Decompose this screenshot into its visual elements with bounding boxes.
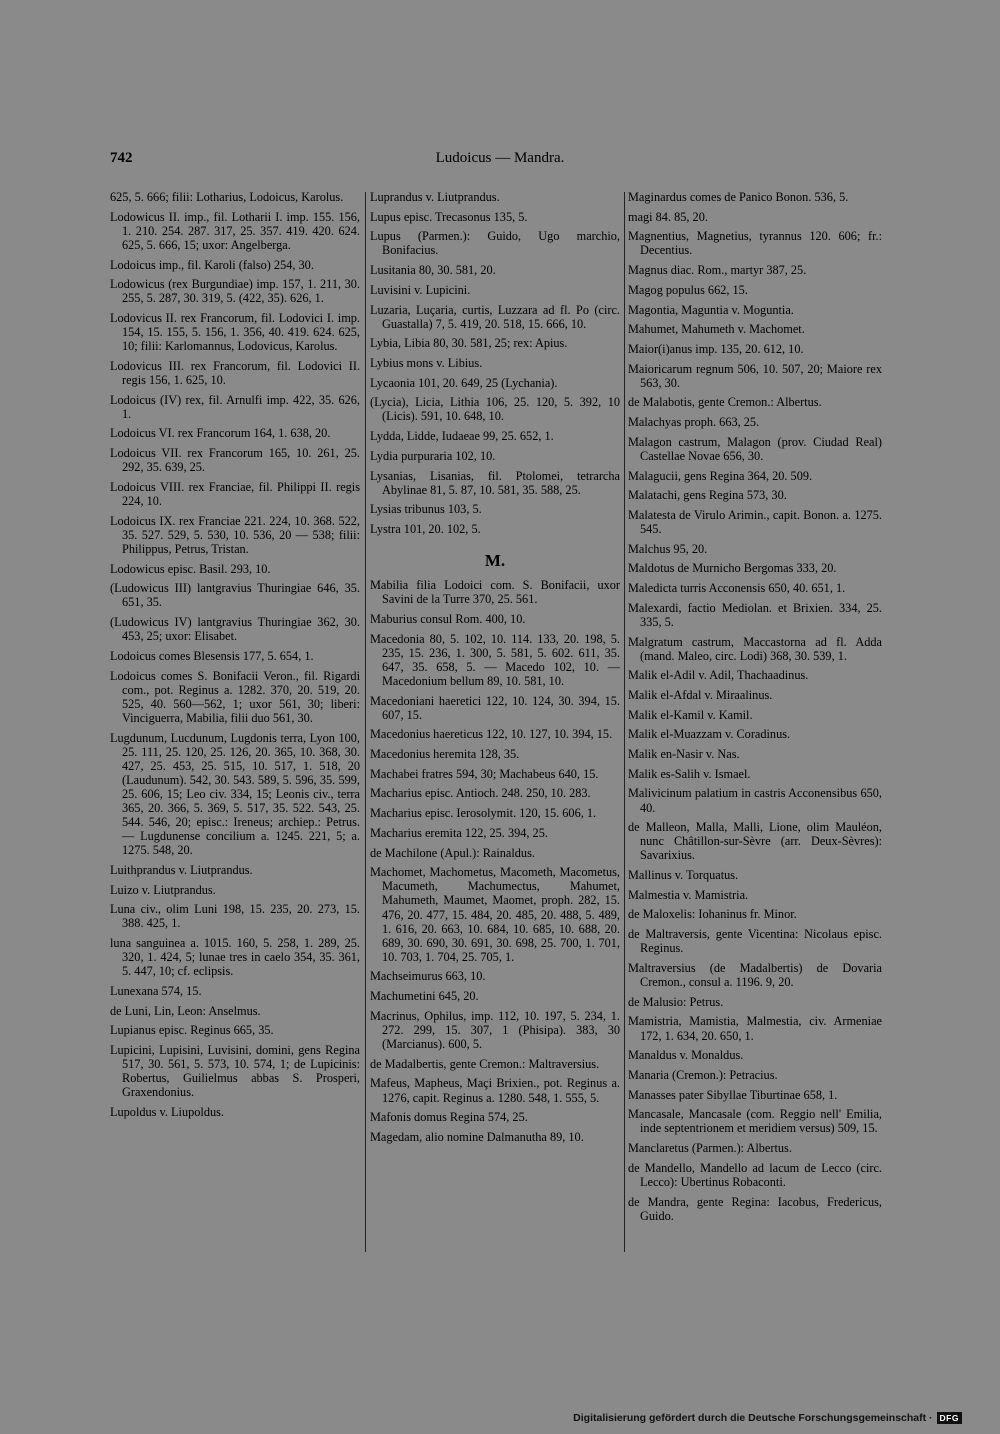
index-entry: Lugdunum, Lucdunum, Lugdonis terra, Lyon 100, 25. 111, 25. 120, 25. 126, 20. 365, 10. 368, 30. 427, 25. 453, 25. 515, 10. 517, 1. 518, 20 (Laudunum). 542, 30. 543. 589, 5. 596, 35. 599, 25. 606, 15; Leo civ. 334, 15; Leonis civ., terra 365, 20. 366, 5. 369, 5. 517, 35. 522. 543, 25. 544. 546, 20; episc.: Ireneus; archiep.: Petrus. — Lugdunense concilium a. 1245. 221, 5; a. 1275. 548, 20. <box>110 730 360 858</box>
index-entry: Maledicta turris Acconensis 650, 40. 651, 1. <box>628 581 846 596</box>
index-entry: de Mandra, gente Regina: Iacobus, Fredericus, Guido. <box>628 1194 882 1223</box>
index-entries <box>370 190 620 536</box>
index-entry: Malmestia v. Mamistria. <box>628 887 749 902</box>
index-entry: Lodowicus (rex Burgundiae) imp. 157, 1. 211, 30. 255, 5. 287, 30. 319, 5. (422, 35). 626, 1. <box>110 277 360 306</box>
index-entry: Malik en-Nasir v. Nas. <box>628 747 740 762</box>
index-entry: Manaldus v. Monaldus. <box>628 1048 744 1063</box>
index-entry: Magnus diac. Rom., martyr 387, 25. <box>628 263 807 278</box>
index-entry: Mafonis domus Regina 574, 25. <box>370 1110 528 1125</box>
index-entry: Macharius episc. Antioch. 248. 250, 10. 283. <box>370 786 591 801</box>
index-entry: magi 84. 85, 20. <box>628 209 708 224</box>
index-entry: Manclaretus (Parmen.): Albertus. <box>628 1141 792 1156</box>
index-entry: Maldotus de Murnicho Bergomas 333, 20. <box>628 561 837 576</box>
index-entry: Lupicini, Lupisini, Luvisini, domini, gens Regina 517, 30. 561, 5. 573, 10. 574, 1; de Lupicinis: Robertus, Guilielmus abbas S. Prosperi, Graxendonius. <box>110 1043 360 1100</box>
index-entry: Lupianus episc. Reginus 665, 35. <box>110 1023 274 1038</box>
index-entry: Macedonius heremita 128, 35. <box>370 747 520 762</box>
index-entry: de Madalbertis, gente Cremon.: Maltraversius. <box>370 1056 600 1071</box>
index-entry: Maltraversius (de Madalbertis) de Dovaria Cremon., consul a. 1196. 9, 20. <box>628 960 882 990</box>
index-entry: Malik el-Muazzam v. Coradinus. <box>628 727 791 742</box>
index-column-3 <box>628 190 882 1228</box>
index-entry: Lupoldus v. Liupoldus. <box>110 1105 224 1119</box>
index-entry: Malexardi, factio Mediolan. et Brixien. 334, 25. 335, 5. <box>628 600 882 629</box>
index-entry: Mancasale, Mancasale (com. Reggio nell' Emilia, inde septentrionem et meridiem versus) 509, 15. <box>628 1107 882 1136</box>
index-entry: Lodovicus III. rex Francorum, fil. Lodovici II. regis 156, 1. 625, 10. <box>110 358 360 387</box>
column-divider <box>624 192 625 1252</box>
index-entry: Lunexana 574, 15. <box>110 983 202 998</box>
dfg-logo: DFG <box>937 1412 962 1424</box>
index-entry: Malachyas proph. 663, 25. <box>628 415 760 430</box>
index-entry: Luithprandus v. Liutprandus. <box>110 862 253 877</box>
index-entry: Malchus 95, 20. <box>628 541 708 556</box>
index-entry: Malivicinum palatium in castris Acconensibus 650, 40. <box>628 786 882 815</box>
index-entry: Luzaria, Luçaria, curtis, Luzzara ad fl. Po (circ. Guastalla) 7, 5. 419, 20. 518, 15. 666, 10. <box>370 302 620 331</box>
index-entry: Magontia, Maguntia v. Moguntia. <box>628 302 794 317</box>
index-entry: Malik el-Kamil v. Kamil. <box>628 707 753 722</box>
index-entry: Lodoicus comes S. Bonifacii Veron., fil. Rigardi com., pot. Reginus a. 1282. 370, 20. 519, 20. 525, 40. 560—562, 1; uxor 561, 30; liberi: Vinciguerra, Mabilia, filii duo 561, 30. <box>110 668 360 725</box>
index-entry: de Malabotis, gente Cremon.: Albertus. <box>628 395 822 410</box>
index-entry: Machomet, Machometus, Macometh, Macometus, Macumeth, Machumectus, Mahumet, Mahumeth, Maumet, Maomet, proph. 282, 15. 476, 20. 477, 15. 484, 20. 485, 20. 488, 5. 489, 1. 616, 20. 663, 10. 684, 10. 685, 10. 688, 20. 689, 30. 690, 30. 691, 30. 698, 25. 700, 1. 701, 10. 703, 1. 704, 25. 705, 1. <box>370 865 620 964</box>
index-entry: Malagucii, gens Regina 364, 20. 509. <box>628 468 813 483</box>
index-entry: 625, 5. 666; filii: Lotharius, Lodoicus, Karolus. <box>110 190 344 204</box>
index-entry: Maginardus comes de Panico Bonon. 536, 5. <box>628 190 849 204</box>
index-entry: de Luni, Lin, Leon: Anselmus. <box>110 1003 261 1018</box>
column-divider <box>365 192 366 1252</box>
index-entry: Mafeus, Mapheus, Maçi Brixien., pot. Reginus a. 1276, capit. Reginus a. 1280. 548, 1. 555, 5. <box>370 1076 620 1105</box>
index-entry: Mabilia filia Lodoici com. S. Bonifacii, uxor Savini de la Turre 370, 25. 561. <box>370 578 620 607</box>
index-entry: Mallinus v. Torquatus. <box>628 868 739 883</box>
index-entry: Malik es-Salih v. Ismael. <box>628 766 751 781</box>
index-entry: Malatesta de Virulo Arimin., capit. Bonon. a. 1275. 545. <box>628 507 882 536</box>
index-entry: Lodoicus imp., fil. Karoli (falso) 254, 30. <box>110 257 314 272</box>
index-entry: Lodoicus comes Blesensis 177, 5. 654, 1. <box>110 648 314 663</box>
index-entry: Lodoicus VI. rex Francorum 164, 1. 638, 20. <box>110 426 331 441</box>
index-entry: de Malusio: Petrus. <box>628 994 724 1009</box>
index-entry: de Maltraversis, gente Vicentina: Nicolaus episc. Reginus. <box>628 927 882 956</box>
index-entry: Maburius consul Rom. 400, 10. <box>370 611 526 626</box>
index-entry: Lysanias, Lisanias, fil. Ptolomei, tetrarcha Abylinae 81, 5. 87, 10. 581, 35. 588, 25. <box>370 468 620 497</box>
index-entry: Machumetini 645, 20. <box>370 989 479 1004</box>
index-entry: Lydda, Lidde, Iudaeae 99, 25. 652, 1. <box>370 429 554 444</box>
index-entry: Macrinus, Ophilus, imp. 112, 10. 197, 5. 234, 1. 272. 299, 15. 307, 1 (Phisipa). 383, 30 (Marcianus). 600, 5. <box>370 1008 620 1052</box>
index-entries <box>370 578 620 1144</box>
index-entry: luna sanguinea a. 1015. 160, 5. 258, 1. 289, 25. 320, 1. 424, 5; lunae tres in caelo 354, 35. 361, 5. 447, 10; cf. eclipsis. <box>110 936 360 979</box>
footer-text: Digitalisierung gefördert durch die Deutsche Forschungsgemeinschaft · <box>573 1412 933 1424</box>
index-entry: Luna civ., olim Luni 198, 15. 235, 20. 273, 15. 388. 425, 1. <box>110 902 360 931</box>
index-entry: Lodowicus II. imp., fil. Lotharii I. imp. 155. 156, 1. 210. 254. 287. 317, 25. 357. 419. 420. 624. 625, 5. 666, 15; uxor: Angelberga. <box>110 209 360 252</box>
index-entry: Magedam, alio nomine Dalmanutha 89, 10. <box>370 1129 584 1144</box>
index-entry: Malatachi, gens Regina 573, 30. <box>628 488 787 503</box>
index-entry: Luizo v. Liutprandus. <box>110 882 216 897</box>
index-entry: Maioricarum regnum 506, 10. 507, 20; Maiore rex 563, 30. <box>628 361 882 390</box>
index-entry: Luvisini v. Lupicini. <box>370 282 471 297</box>
index-entry: Macharius eremita 122, 25. 394, 25. <box>370 825 548 840</box>
index-entry: de Machilone (Apul.): Rainaldus. <box>370 845 535 860</box>
index-entry: Lysias tribunus 103, 5. <box>370 502 482 517</box>
index-entry: Macedoniani haeretici 122, 10. 124, 30. 394, 15. 607, 15. <box>370 693 620 722</box>
index-entry: Maior(i)anus imp. 135, 20. 612, 10. <box>628 341 804 356</box>
index-entry: Macedonia 80, 5. 102, 10. 114. 133, 20. 198, 5. 235, 15. 236, 1. 300, 5. 581, 5. 602. 611, 35. 647, 35. 658, 5. — Macedo 102, 10. — Macedonium bellum 89, 10. 581, 10. <box>370 631 620 688</box>
index-entry: Lybius mons v. Libius. <box>370 356 483 370</box>
index-entry: Lydia purpuraria 102, 10. <box>370 448 496 463</box>
index-entry: Lodoicus VIII. rex Franciae, fil. Philippi II. regis 224, 10. <box>110 479 360 509</box>
index-entry: Lodovicus II. rex Francorum, fil. Lodovici I. imp. 154, 15. 155, 5. 156, 1. 356, 40. 419. 624. 625, 10; filii: Karlomannus, Lodovicus, Karolus. <box>110 311 360 354</box>
index-entry: Macharius episc. Ierosolymit. 120, 15. 606, 1. <box>370 806 597 821</box>
index-entry: Lupus episc. Trecasonus 135, 5. <box>370 209 528 224</box>
index-entry: Mahumet, Mahumeth v. Machomet. <box>628 322 805 337</box>
page-number: 742 <box>110 150 133 166</box>
index-entry: Lybia, Libia 80, 30. 581, 25; rex: Apius. <box>370 336 568 351</box>
index-entry: Malik el-Adil v. Adil, Thachaadinus. <box>628 668 809 683</box>
section-letter: M. <box>484 551 506 571</box>
index-entry: Lystra 101, 20. 102, 5. <box>370 522 481 536</box>
index-entry: Luprandus v. Liutprandus. <box>370 190 500 204</box>
index-column-2 <box>370 190 620 1150</box>
index-entry: Machseimurus 663, 10. <box>370 969 486 984</box>
page-header <box>110 150 890 172</box>
index-entry: Manasses pater Sibyllae Tiburtinae 658, 1. <box>628 1087 838 1102</box>
funding-footer <box>573 1412 962 1424</box>
index-entry: Lodowicus episc. Basil. 293, 10. <box>110 561 271 576</box>
index-entry: de Mandello, Mandello ad lacum de Lecco (circ. Lecco): Ubertinus Robaconti. <box>628 1160 882 1189</box>
index-entry: de Malleon, Malla, Malli, Lione, olim Mauléon, nunc Châtillon-sur-Sèvre (arr. Deux-Sèvres): Savarixius. <box>628 820 882 863</box>
index-entry: de Maloxelis: Iohaninus fr. Minor. <box>628 907 797 922</box>
page-title: Ludoicus — Mandra. <box>435 150 565 166</box>
index-entry: Macedonius haereticus 122, 10. 127, 10. 394, 15. <box>370 727 613 742</box>
index-entry: Magog populus 662, 15. <box>628 282 748 297</box>
index-entry: Malagon castrum, Malagon (prov. Ciudad Real) Castellae Novae 656, 30. <box>628 434 882 463</box>
index-entry: Magnentius, Magnetius, tyrannus 120. 606; fr.: Decentius. <box>628 229 882 258</box>
index-entry: Lupus (Parmen.): Guido, Ugo marchio, Bonifacius. <box>370 229 620 258</box>
index-entry: Lodoicus (IV) rex, fil. Arnulfi imp. 422, 35. 626, 1. <box>110 392 360 421</box>
index-entry: Mamistria, Mamistia, Malmestia, civ. Armeniae 172, 1. 634, 20. 650, 1. <box>628 1014 882 1043</box>
index-entry: Lycaonia 101, 20. 649, 25 (Lychania). <box>370 375 558 390</box>
index-entry: Lodoicus IX. rex Franciae 221. 224, 10. 368. 522, 35. 527. 529, 5. 530, 10. 536, 20 — 538; filii: Philippus, Petrus, Tristan. <box>110 513 360 556</box>
index-entry: Manaria (Cremon.): Petracius. <box>628 1067 778 1082</box>
index-entry: Lusitania 80, 30. 581, 20. <box>370 263 496 278</box>
index-entry: Lodoicus VII. rex Francorum 165, 10. 261, 25. 292, 35. 639, 25. <box>110 446 360 475</box>
index-entry: Malik el-Afdal v. Miraalinus. <box>628 688 773 702</box>
index-entry: (Ludowicus IV) lantgravius Thuringiae 362, 30. 453, 25; uxor: Elisabet. <box>110 615 360 644</box>
index-entry: Machabei fratres 594, 30; Machabeus 640, 15. <box>370 766 599 781</box>
index-column-1 <box>110 190 360 1125</box>
index-entry: Malgratum castrum, Maccastorna ad fl. Adda (mand. Maleo, circ. Lodi) 368, 30. 539, 1. <box>628 634 882 663</box>
index-entry: (Ludowicus III) lantgravius Thuringiae 646, 35. 651, 35. <box>110 581 360 610</box>
index-entry: (Lycia), Licia, Lithia 106, 25. 120, 5. 392, 10 (Licis). 591, 10. 648, 10. <box>370 395 620 424</box>
